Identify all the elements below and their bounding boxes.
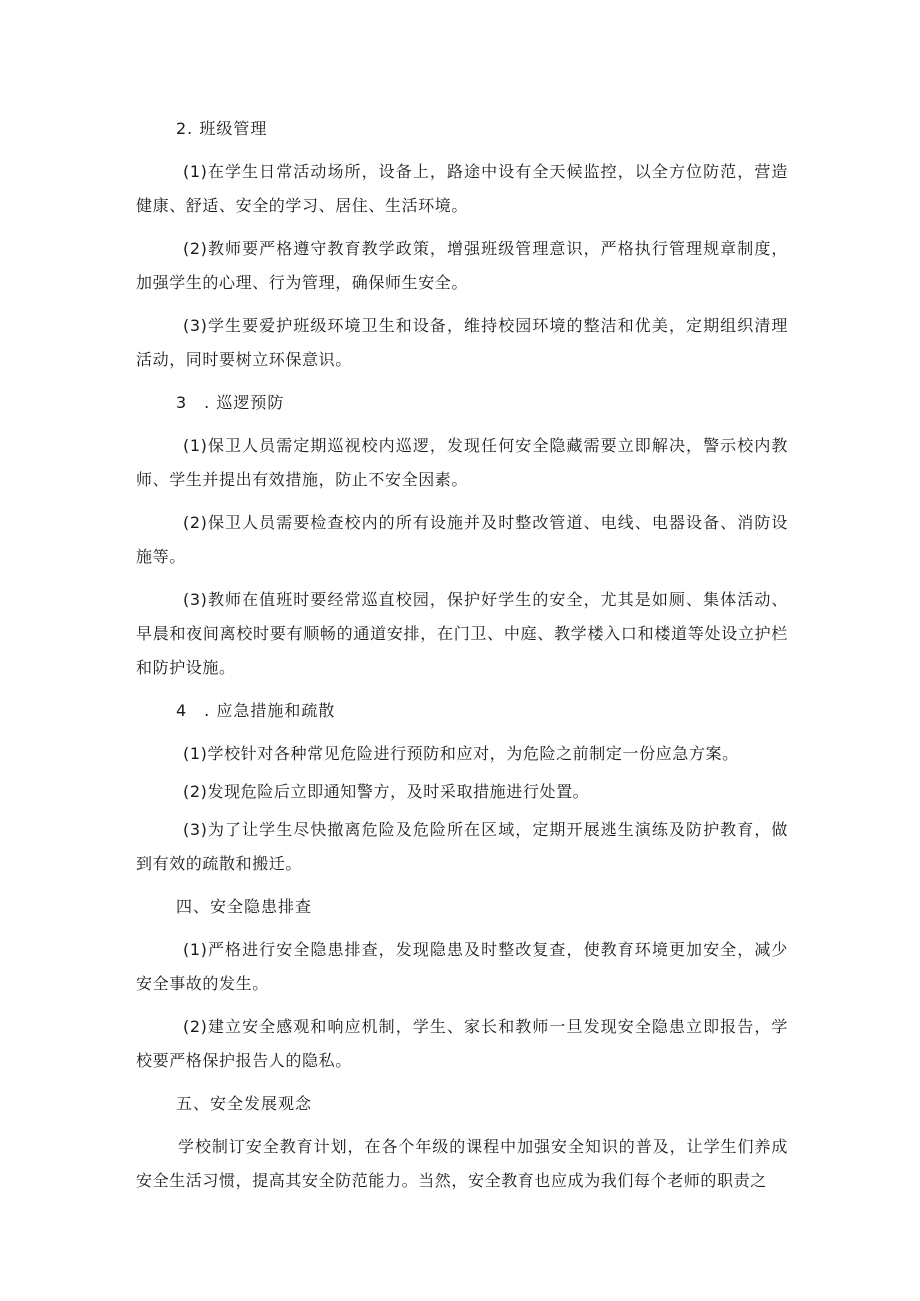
- heading-class-management: 2. 班级管理: [176, 119, 268, 138]
- paragraph-patrol-2: (2)保卫人员需要检查校内的所有设施并及时整改管道、电线、电器设备、消防设施等。: [136, 513, 788, 566]
- paragraph-concept-1: 学校制订安全教育计划，在各个年级的课程中加强安全知识的普及，让学生们养成安全生活习惯，提高其安全防范能力。当然，安全教育也应成为我们每个老师的职责之: [136, 1137, 788, 1190]
- paragraph-hazard-2: (2)建立安全感观和响应机制，学生、家长和教师一旦发现安全隐患立即报告，学校要严格保护报告人的隐私。: [136, 1017, 788, 1070]
- heading-emergency: 4 . 应急措施和疏散: [176, 701, 336, 720]
- document-body: [136, 112, 788, 1198]
- paragraph-emergency-1: (1)学校针对各种常见危险进行预防和应对，为危险之前制定一份应急方案。: [183, 744, 739, 763]
- paragraph-class-1: (1)在学生日常活动场所，设备上，路途中设有全天候监控，以全方位防范，营造健康、舒适、安全的学习、居住、生活环境。: [136, 162, 788, 215]
- paragraph-class-3: (3)学生要爱护班级环境卫生和设备，维持校园环境的整洁和优美，定期组织清理活动，同时要树立环保意识。: [136, 316, 788, 369]
- paragraph-emergency-3: (3)为了让学生尽快撤离危险及危险所在区域，定期开展逃生演练及防护教育，做到有效的疏散和搬迁。: [136, 820, 788, 873]
- paragraph-patrol-3: (3)教师在值班时要经常巡直校园，保护好学生的安全，尤其是如厕、集体活动、早晨和夜间离校时要有顺畅的通道安排，在门卫、中庭、教学楼入口和楼道等处设立护栏和防护设施。: [136, 590, 788, 677]
- paragraph-class-2: (2)教师要严格遵守教育教学政策，增强班级管理意识，严格执行管理规章制度，加强学生的心理、行为管理，确保师生安全。: [136, 239, 788, 292]
- paragraph-patrol-1: (1)保卫人员需定期巡视校内巡逻，发现任何安全隐藏需要立即解决，警示校内教师、学生并提出有效措施，防止不安全因素。: [136, 436, 788, 489]
- paragraph-hazard-1: (1)严格进行安全隐患排查，发现隐患及时整改复查，使教育环境更加安全，减少安全事故的发生。: [136, 940, 788, 993]
- heading-safety-concept: 五、安全发展观念: [176, 1094, 313, 1113]
- heading-patrol: 3 . 巡逻预防: [176, 393, 285, 412]
- heading-hazard-check: 四、安全隐患排查: [176, 897, 313, 916]
- paragraph-emergency-2: (2)发现危险后立即通知警方，及时采取措施进行处置。: [183, 782, 590, 801]
